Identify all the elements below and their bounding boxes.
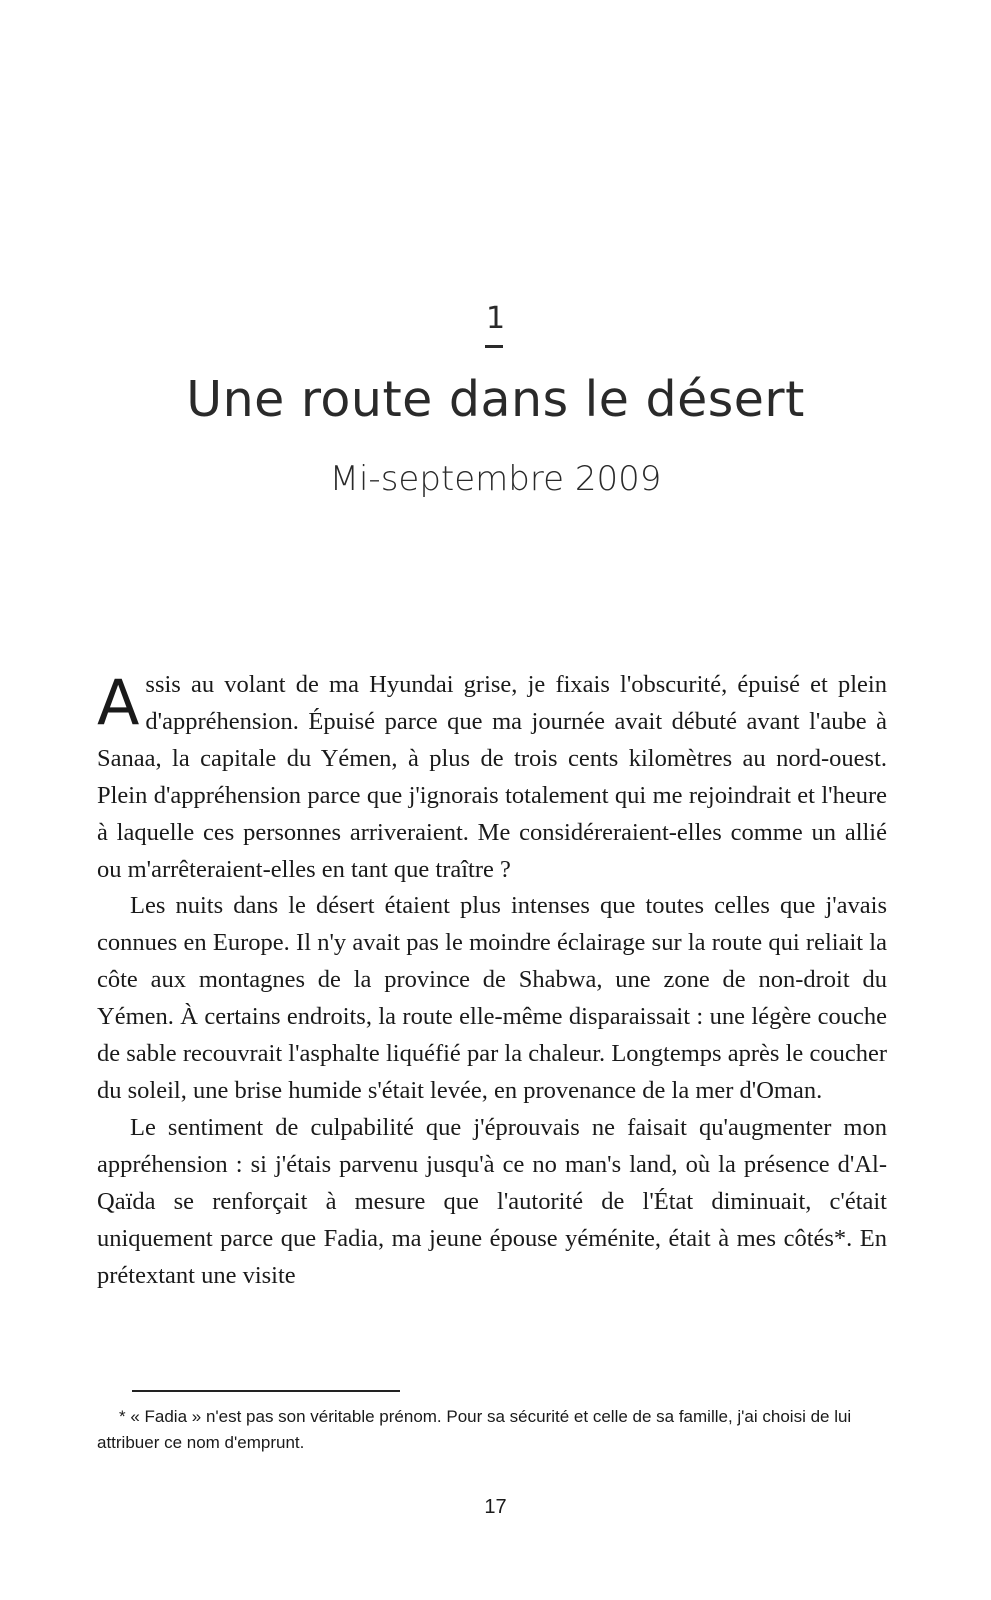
chapter-date: Mi-septembre 2009 — [329, 459, 662, 499]
chapter-title: Une route dans le désert — [186, 371, 805, 428]
drop-cap: A — [97, 666, 140, 739]
paragraph-2: Les nuits dans le désert étaient plus intenses que toutes celles que j'avais connues en Europe. Il n'y avait pas le moindre éclairage sur la route qui reliait la côte aux montagnes de la province de Shabwa, une zone de non-droit du Yémen. À certains endroits, la route elle-même disparaissait : une légère couche de sable recouvrait l'asphalte liquéfié par la chaleur. Longtemps après le coucher du soleil, une brise humide s'était levée, en provenance de la mer d'Oman. — [97, 892, 887, 1104]
page-number: 17 — [484, 1496, 507, 1518]
chapter-number-underline — [485, 345, 503, 348]
footnote: * « Fadia » n'est pas son véritable prénom. Pour sa sécurité et celle de sa famille, j'ai choisi de lui attribuer ce nom d'emprunt. — [97, 1407, 852, 1452]
paragraph-3: Le sentiment de culpabilité que j'éprouvais ne faisait qu'augmenter mon appréhension : si j'étais parvenu jusqu'à ce no man's land, où la présence d'Al-Qaïda se renforçait à mesure que l'autorité de l'État diminuait, c'était uniquement parce que Fadia, ma jeune épouse yéménite, était à mes côtés*. En prétextant une visite — [97, 1113, 887, 1289]
body-text — [97, 667, 887, 1294]
chapter-number: 1 — [485, 301, 506, 336]
paragraph-1 — [97, 667, 887, 888]
footnote-separator — [132, 1390, 400, 1392]
paragraph-1-text: ssis au volant de ma Hyundai grise, je fixais l'obscurité, épuisé et plein d'appréhension. Épuisé parce que ma journée avait débuté avant l'aube à Sanaa, la capitale du Yémen, à plus de trois cents kilomètres au nord-ouest. Plein d'appréhension parce que j'ignorais totalement qui me rejoindrait et l'heure à laquelle ces personnes arriveraient. Me considéreraient-elles comme un allié ou m'arrêteraient-elles en tant que traître ? — [97, 671, 887, 883]
